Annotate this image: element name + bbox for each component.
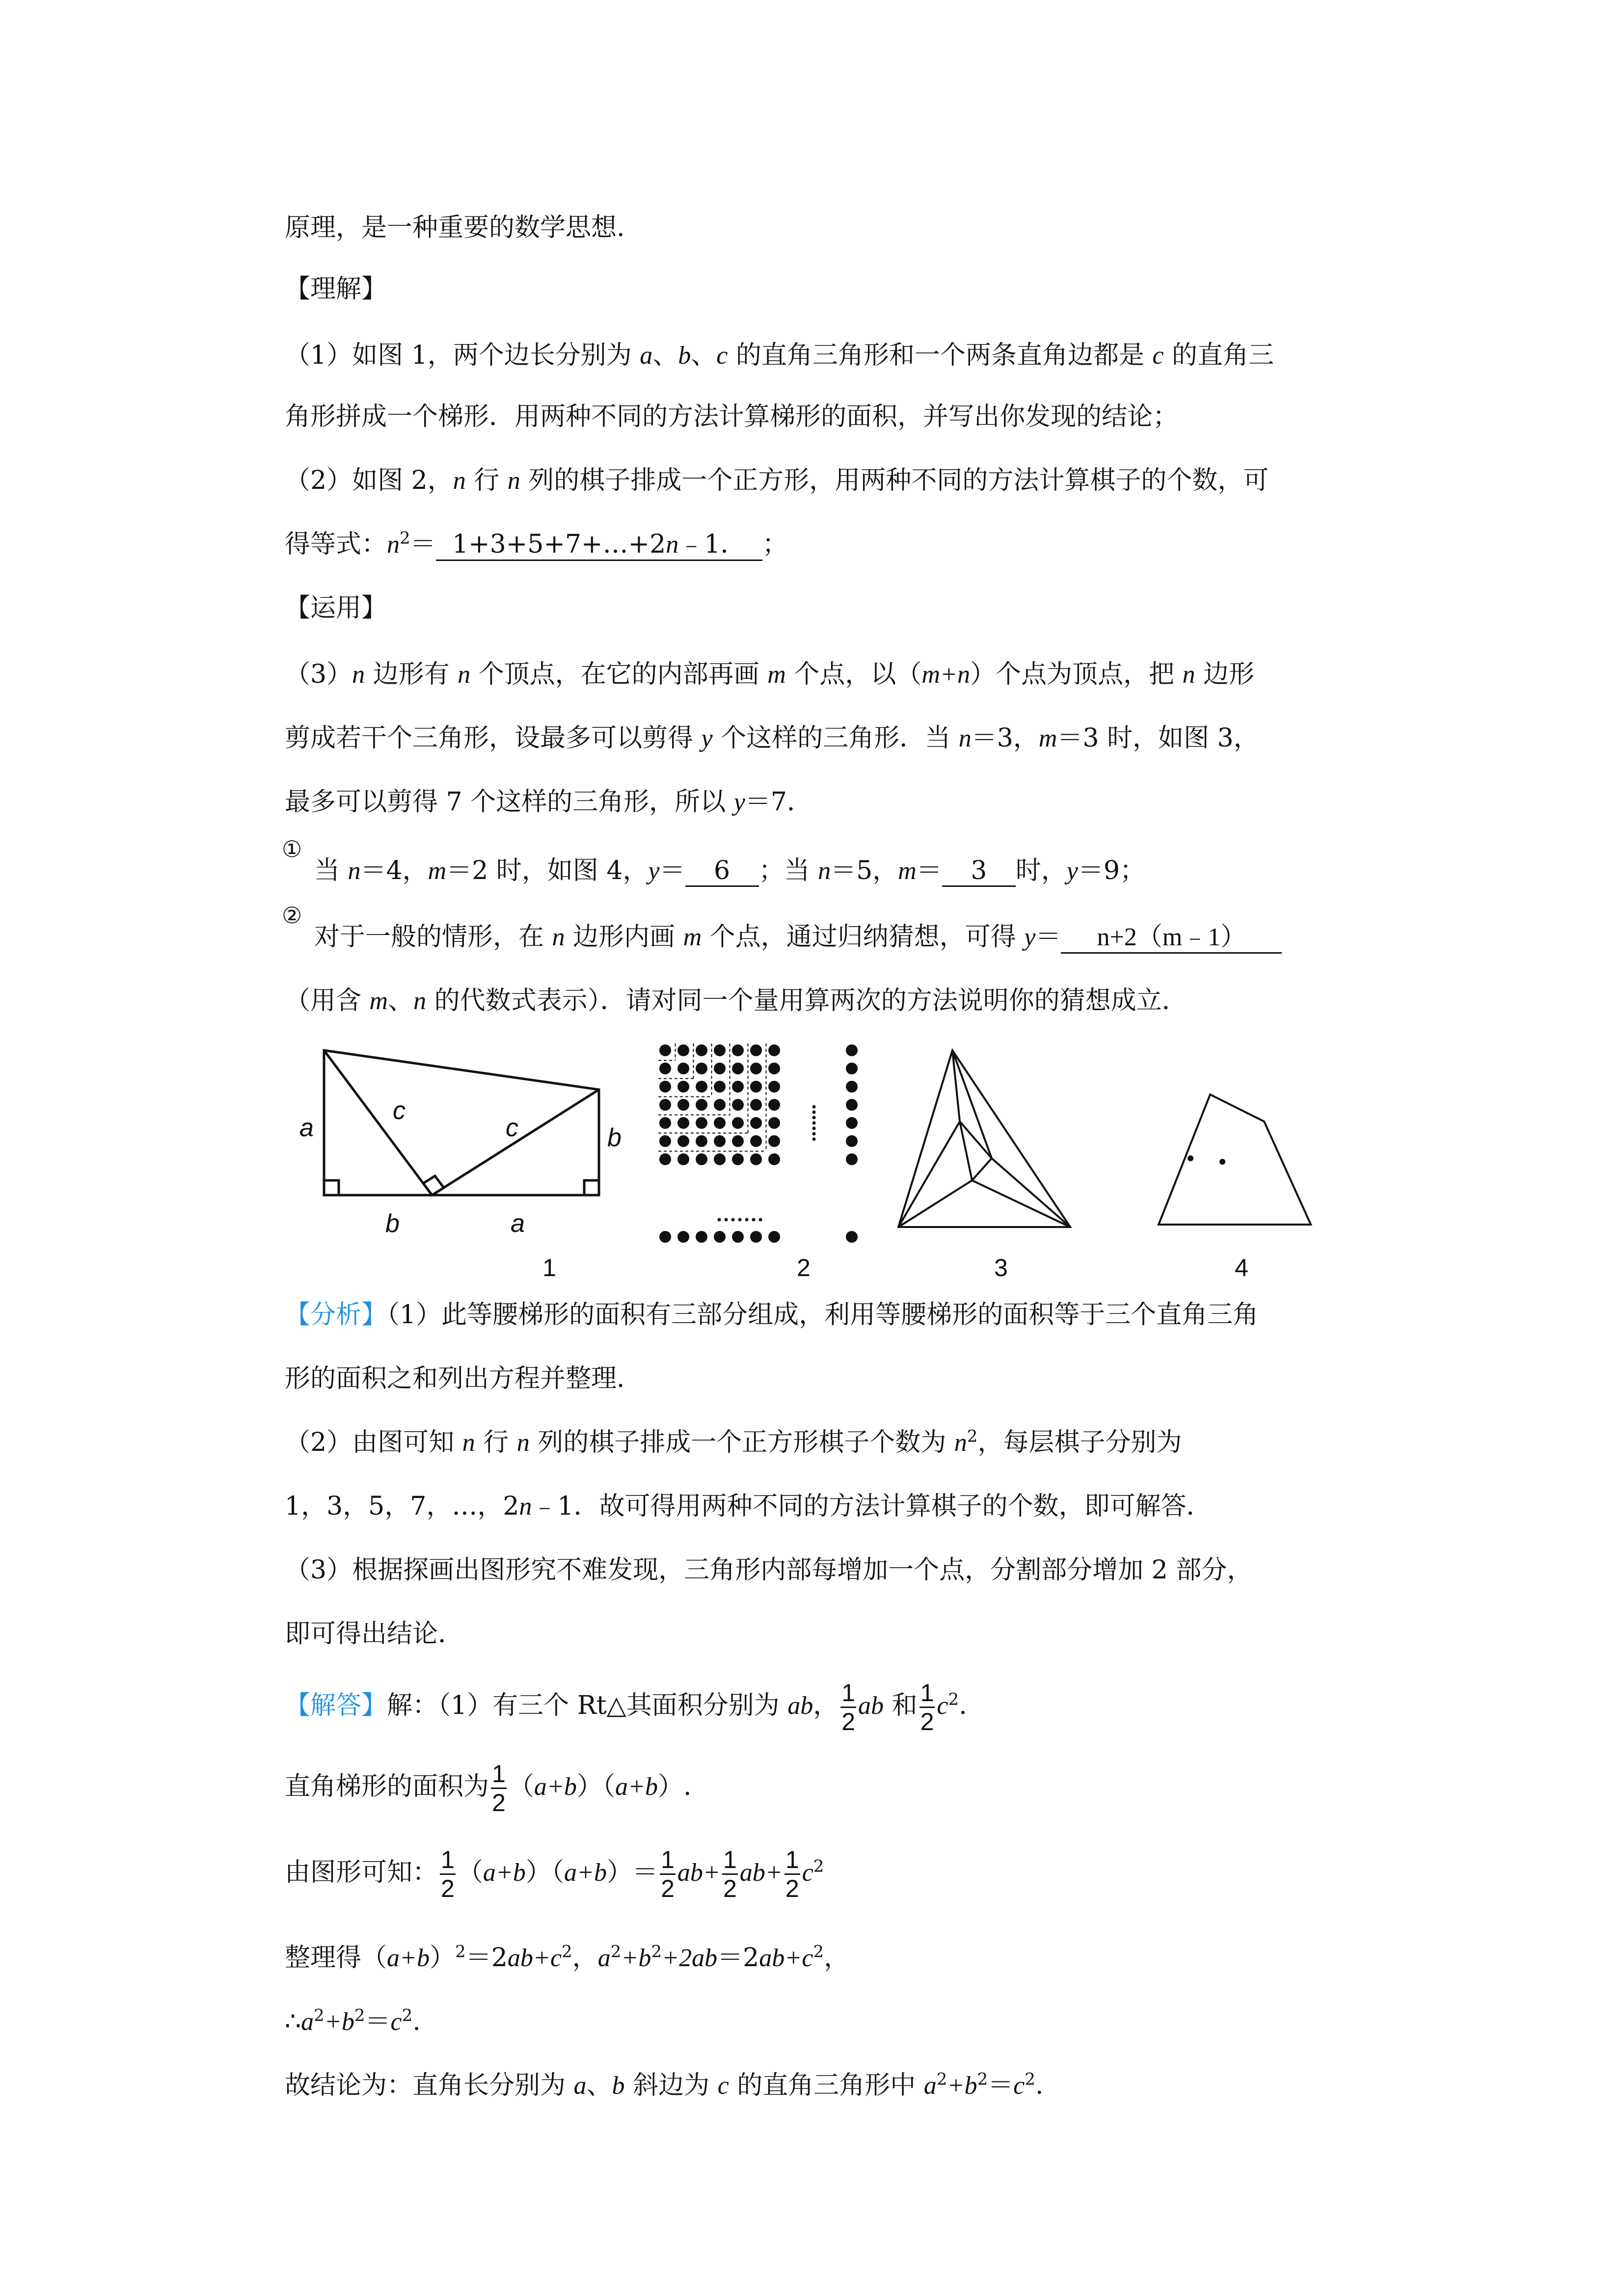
figures-panel xyxy=(275,1036,1345,1291)
segment xyxy=(972,1158,992,1180)
go-piece xyxy=(659,1231,671,1243)
go-piece xyxy=(750,1135,762,1147)
ellipsis-dot xyxy=(812,1116,816,1120)
go-piece xyxy=(659,1044,671,1056)
ellipsis-dot xyxy=(812,1127,816,1130)
ellipsis-dot xyxy=(731,1218,735,1222)
go-piece xyxy=(846,1153,858,1165)
go-piece xyxy=(696,1135,707,1147)
section-understand: 【理解】 xyxy=(285,274,387,304)
ellipsis-dot xyxy=(812,1132,816,1136)
segment xyxy=(898,1180,972,1227)
ellipsis-dot xyxy=(759,1218,762,1222)
go-piece xyxy=(750,1081,762,1093)
go-piece xyxy=(659,1099,671,1111)
go-piece xyxy=(768,1117,780,1129)
go-piece xyxy=(768,1153,780,1165)
go-piece xyxy=(714,1231,726,1243)
analysis-line-2: 形的面积之和列出方程并整理． xyxy=(285,1364,643,1393)
go-piece xyxy=(696,1063,707,1074)
go-piece xyxy=(677,1135,689,1147)
solution-line-4: 整理得$(a+b)^2=2ab+c^2$，$a^2+b^2+2ab=2ab+c^2$， xyxy=(285,1942,850,1973)
go-piece xyxy=(846,1081,858,1093)
solution-line-5: $\therefore a^2+b^2=c^2$. xyxy=(285,2005,421,2036)
interior-point xyxy=(1188,1155,1193,1161)
fraction-one-half: $\frac{1}{2}$ xyxy=(785,1846,799,1902)
section-apply: 【运用】 xyxy=(285,593,387,623)
go-piece xyxy=(768,1135,780,1147)
go-piece xyxy=(732,1117,744,1129)
segment xyxy=(898,1121,960,1227)
figure-4-caption: 4 xyxy=(1235,1254,1248,1281)
go-piece xyxy=(732,1099,744,1111)
go-piece xyxy=(768,1099,780,1111)
label-c-left: c xyxy=(393,1096,406,1125)
answer-blank-y: 6 xyxy=(685,856,759,887)
ellipsis-dot xyxy=(752,1218,756,1222)
go-piece xyxy=(659,1117,671,1129)
question-3-line-3: 最多可以剪得 7 个这样的三角形，所以 y＝7． xyxy=(285,787,812,817)
go-piece xyxy=(732,1063,744,1074)
go-piece xyxy=(750,1063,762,1074)
go-piece xyxy=(732,1231,744,1243)
go-piece xyxy=(696,1117,707,1129)
go-piece xyxy=(659,1135,671,1147)
segment xyxy=(960,1121,972,1180)
fraction-one-half: $\frac{1}{2}$ xyxy=(723,1846,737,1902)
ellipsis-dot xyxy=(725,1218,728,1222)
go-piece xyxy=(714,1153,726,1165)
interior-point xyxy=(1219,1159,1225,1165)
go-piece xyxy=(677,1231,689,1243)
analysis-line-5: （3）根据探画出图形究不难发现，三角形内部每增加一个点，分割部分增加 2 部分， xyxy=(285,1555,1253,1585)
go-piece xyxy=(677,1099,689,1111)
go-piece xyxy=(677,1063,689,1074)
go-piece xyxy=(846,1135,858,1147)
quadrilateral-outline xyxy=(1159,1095,1311,1225)
go-piece xyxy=(846,1063,858,1074)
go-piece xyxy=(768,1081,780,1093)
go-piece xyxy=(750,1044,762,1056)
go-piece xyxy=(714,1063,726,1074)
answer-blank-sum: 1+3+5+7+…+2n﹣1． xyxy=(436,530,762,561)
figure-3-caption: 3 xyxy=(994,1254,1008,1281)
go-piece xyxy=(846,1099,858,1111)
figure-2-caption: 2 xyxy=(797,1254,811,1281)
label-b-right: b xyxy=(607,1123,622,1152)
analysis-label: 【分析】 xyxy=(285,1300,387,1330)
fraction-one-half: $\frac{1}{2}$ xyxy=(661,1846,675,1902)
go-piece xyxy=(696,1153,707,1165)
right-angle-mark-right xyxy=(584,1180,599,1195)
hypotenuse-left xyxy=(324,1050,432,1195)
go-piece xyxy=(659,1063,671,1074)
solution-line-3: 由图形可知： $\frac{1}{2}$ （a+b）（a+b）＝ $\frac{1}{2}$ ab+ $\frac{1}{2}$ ab+ $\frac{1}{2}$ $c^2$ xyxy=(285,1846,824,1902)
label-a-left: a xyxy=(299,1114,314,1142)
ellipsis-dot xyxy=(812,1121,816,1125)
ellipsis-dot xyxy=(718,1218,721,1222)
label-a-bottom: a xyxy=(511,1209,525,1238)
go-piece xyxy=(696,1044,707,1056)
go-piece xyxy=(768,1063,780,1074)
figure-2-go-pieces xyxy=(658,1043,858,1243)
right-angle-mark-middle xyxy=(423,1176,444,1195)
go-piece xyxy=(714,1044,726,1056)
go-piece xyxy=(750,1231,762,1243)
fraction-one-half: $\frac{1}{2}$ xyxy=(920,1679,934,1735)
solution-line-1: 【解答】解：（1）有三个 Rt△其面积分别为 ab， $\frac{1}{2}$ ab 和 $\frac{1}{2}$ $c^2$. xyxy=(285,1679,967,1735)
go-piece xyxy=(714,1099,726,1111)
go-piece xyxy=(732,1153,744,1165)
trapezoid-outline xyxy=(324,1050,599,1195)
ellipsis-dot xyxy=(745,1218,749,1222)
go-piece xyxy=(732,1135,744,1147)
ellipsis-dot xyxy=(812,1138,816,1141)
question-3-line-2: 剪成若干个三角形，设最多可以剪得 y 个这样的三角形．当 n＝3，m＝3 时，如图 3， xyxy=(285,723,1259,753)
go-piece xyxy=(659,1081,671,1093)
circled-number-1: ① xyxy=(282,836,302,862)
figure-1-caption: 1 xyxy=(542,1254,556,1281)
right-angle-mark-left xyxy=(324,1180,339,1195)
go-piece xyxy=(768,1044,780,1056)
ellipsis-dot xyxy=(812,1111,816,1114)
analysis-line-1: 【分析】（1）此等腰梯形的面积有三部分组成，利用等腰梯形的面积等于三个直角三角 xyxy=(285,1300,1259,1330)
question-2-line-1: （2）如图 2，n 行 n 列的棋子排成一个正方形，用两种不同的方法计算棋子的个数，可 xyxy=(285,466,1269,495)
go-piece xyxy=(714,1081,726,1093)
go-piece xyxy=(768,1231,780,1243)
go-piece xyxy=(846,1117,858,1129)
sub-question-2: 对于一般的情形，在 n 边形内画 m 个点，通过归纳猜想，可得 y＝ n+2（m﹣1） xyxy=(314,920,1282,954)
analysis-line-6: 即可得出结论． xyxy=(285,1619,464,1649)
answer-blank-m: 3 xyxy=(942,856,1016,887)
figure-3-triangle xyxy=(898,1050,1070,1227)
solution-line-6: 故结论为：直角长分别为 a、b 斜边为 c 的直角三角形中 $a^2+b^2=c^2$. xyxy=(285,2069,1044,2100)
ellipsis-dot xyxy=(812,1105,816,1109)
question-3-line-1: （3）n 边形有 n 个顶点，在它的内部再画 m 个点，以（m+n）个点为顶点，把 n 边形 xyxy=(285,660,1255,689)
ellipsis-dot xyxy=(738,1218,742,1222)
go-piece xyxy=(696,1099,707,1111)
fraction-one-half: $\frac{1}{2}$ xyxy=(492,1760,506,1816)
go-piece xyxy=(677,1117,689,1129)
analysis-line-3: （2）由图可知 n 行 n 列的棋子排成一个正方形棋子个数为 $n^2$，每层棋子分别为 xyxy=(285,1426,1182,1457)
go-piece xyxy=(677,1153,689,1165)
answer-blank-formula: n+2（m﹣1） xyxy=(1061,923,1282,954)
go-piece xyxy=(750,1099,762,1111)
go-piece xyxy=(677,1044,689,1056)
label-c-right: c xyxy=(506,1114,518,1142)
fraction-one-half: $\frac{1}{2}$ xyxy=(441,1846,455,1902)
solution-line-2: 直角梯形的面积为 $\frac{1}{2}$ （a+b）（a+b）. xyxy=(285,1760,692,1816)
go-piece xyxy=(846,1044,858,1056)
sub-question-2-line-2: （用含 m、n 的代数式表示）．请对同一个量用算两次的方法说明你的猜想成立． xyxy=(285,986,1188,1015)
go-piece xyxy=(659,1153,671,1165)
go-piece xyxy=(732,1044,744,1056)
hypotenuse-right xyxy=(432,1090,599,1195)
go-piece xyxy=(677,1081,689,1093)
question-2-line-2: 得等式：$n^2=$ 1+3+5+7+…+2n﹣1． ； xyxy=(285,528,788,561)
go-piece xyxy=(750,1117,762,1129)
go-piece xyxy=(750,1153,762,1165)
question-1-line-2: 角形拼成一个梯形．用两种不同的方法计算梯形的面积，并写出你发现的结论； xyxy=(285,402,1179,431)
analysis-line-4: 1，3，5，7，…，2n﹣1．故可得用两种不同的方法计算棋子的个数，即可解答． xyxy=(285,1492,1212,1521)
figure-1-trapezoid xyxy=(324,1050,599,1195)
go-piece xyxy=(696,1231,707,1243)
figure-4-quadrilateral xyxy=(1159,1095,1311,1225)
sub-question-1: 当 n＝4，m＝2 时，如图 4，y＝ 6 ；当 n＝5，m＝ 3 时，y＝9； xyxy=(314,854,1145,888)
question-1-line-1: （1）如图 1，两个边长分别为 a、b、c 的直角三角形和一个两条直角边都是 c 的直角三 xyxy=(285,341,1274,370)
solution-label: 【解答】 xyxy=(285,1691,387,1720)
go-piece xyxy=(846,1231,858,1243)
go-piece xyxy=(696,1081,707,1093)
go-piece xyxy=(732,1081,744,1093)
circled-number-2: ② xyxy=(282,902,302,929)
go-piece xyxy=(714,1135,726,1147)
fraction-one-half: $\frac{1}{2}$ xyxy=(841,1679,856,1735)
intro-tail: 原理，是一种重要的数学思想. xyxy=(285,213,625,242)
label-b-bottom: b xyxy=(385,1209,400,1238)
go-piece xyxy=(714,1117,726,1129)
